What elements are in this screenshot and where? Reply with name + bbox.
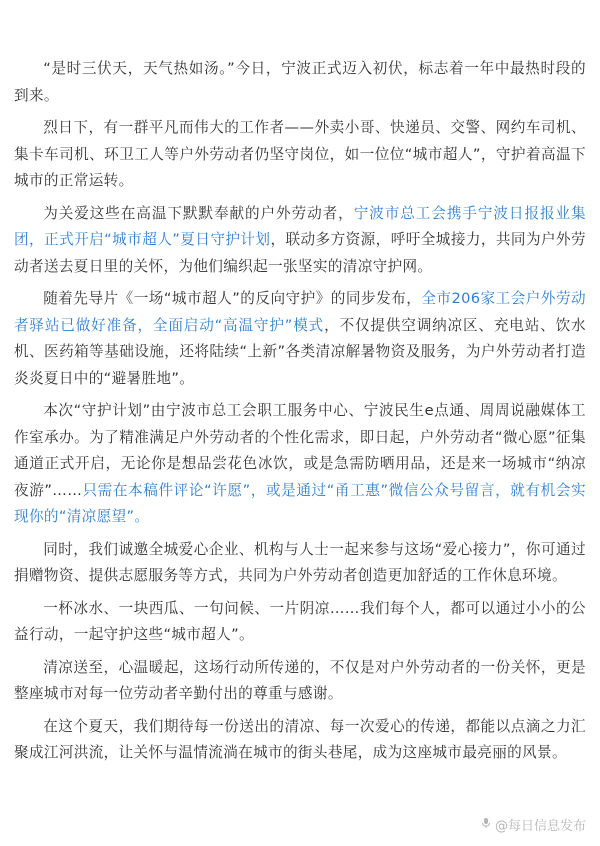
paragraph-4-text: 随着先导片《一场“城市超人”的反向守护》的同步发布， [43, 290, 422, 307]
paragraph-5 [14, 398, 586, 531]
watermark [480, 815, 586, 834]
paragraph-5-text: 本次“守护计划”由宁波市总工会职工服务中心、宁波民生e点通、周周说融媒体工作室承办。为了精准满足户外劳动者的个性化需求，即日起，户外劳动者“微心愿”征集通道正式开启，无论你是想品尝花色冰饮，或是急需防晒用品，还是来一场城市“纳凉夜游”…… [14, 402, 586, 499]
article-body [14, 56, 586, 773]
highlight-wish: 只需在本稿件评论“许愿”，或是通过“甬工惠”微信公众号留言，就有机会实现你的“清凉愿望”。 [14, 481, 587, 525]
paragraph-1: “是时三伏天，天气热如汤。”今日，宁波正式迈入初伏，标志着一年中最热时段的到来。 [14, 60, 586, 104]
paragraph-2: 烈日下，有一群平凡而伟大的工作者——外卖小哥、快递员、交警、网约车司机、集卡车司机、环卫工人等户外劳动者仍坚守岗位，如一位位“城市超人”，守护着高温下城市的正常运转。 [14, 119, 586, 189]
paragraph-3 [14, 201, 586, 281]
paragraph-6: 同时，我们诚邀全城爱心企业、机构与人士一起来参与这场“爱心接力”，你可通过捐赠物资、提供志愿服务等方式，共同为户外劳动者创造更加舒适的工作休息环境。 [14, 540, 586, 584]
paragraph-4 [14, 286, 586, 392]
highlight-guard-plan: 宁波市总工会携手宁波日报报业集团，正式开启“城市超人”夏日守护计划 [14, 204, 586, 248]
paragraph-3-text-end: ，联动多方资源，呼吁全城接力，共同为户外劳动者送去夏日里的关怀，为他们编织起一张坚实的清凉守护网。 [14, 231, 586, 275]
paragraph-9: 在这个夏天，我们期待每一份送出的清凉、每一次爱心的传递，都能以点滴之力汇聚成江河洪流，让关怀与温情流淌在城市的街头巷尾，成为这座城市最亮丽的风景。 [14, 717, 586, 761]
mic-icon [480, 817, 492, 832]
paragraph-7: 一杯冰水、一块西瓜、一句问候、一片阴凉……我们每个人，都可以通过小小的公益行动，一起守护这些“城市超人”。 [14, 599, 586, 643]
paragraph-8: 清凉送至，心温暖起，这场行动所传递的，不仅是对户外劳动者的一份关怀，更是整座城市对每一位劳动者辛勤付出的尊重与感谢。 [14, 658, 586, 702]
watermark-text: @每日信息发布 [494, 819, 586, 834]
paragraph-3-text: 为关爱这些在高温下默默奉献的户外劳动者， [43, 204, 354, 222]
paragraph-4-text-end: ，不仅提供空调纳凉区、充电站、饮水机、医药箱等基础设施，还将陆续“上新”各类清凉解暑物资及服务，为户外劳动者打造炎炎夏日中的“避暑胜地”。 [14, 316, 586, 387]
highlight-stations: 全市206家工会户外劳动者驿站已做好准备，全面启动“高温守护”模式 [14, 290, 586, 334]
